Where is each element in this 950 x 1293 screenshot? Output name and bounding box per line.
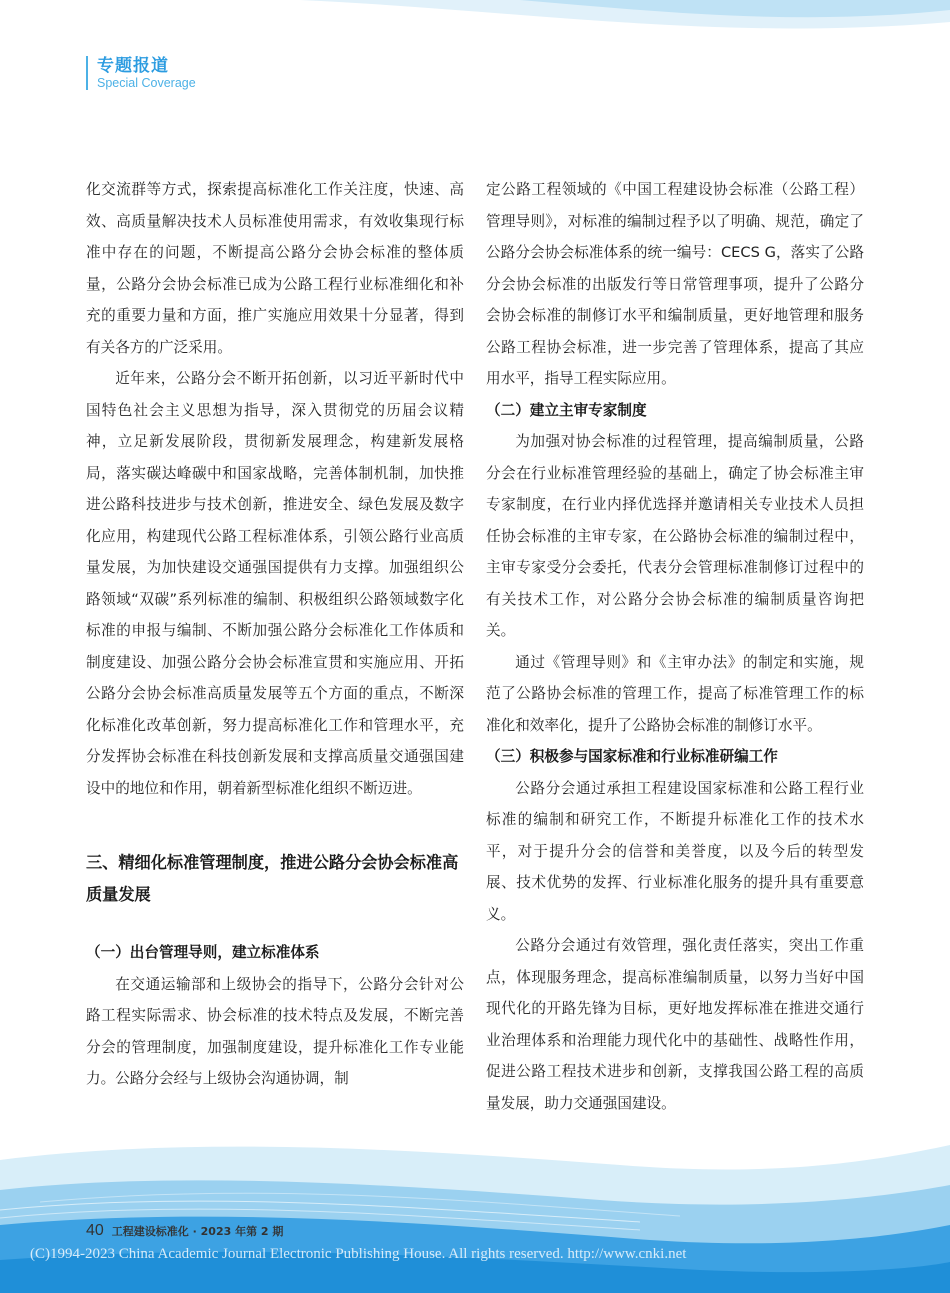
paragraph: 近年来，公路分会不断开拓创新，以习近平新时代中国特色社会主义思想为指导，深入贯彻党的历届会议精神，立足新发展阶段，贯彻新发展理念，构建新发展格局，落实碳达峰碳中和国家战略，完善体制机制，加快推进公路科技进步与技术创新，推进安全、绿色发展及数字化应用，构建现代公路工程标准体系，引领公路行业高质量发展，为加快建设交通强国提供有力支撑。加强组织公路领域“双碳”系列标准的编制、积极组织公路领域数字化标准的申报与编制、不断加强公路分会标准化工作体质和制度建设、加强公路分会协会标准宣贯和实施应用、开拓公路分会协会标准高质量发展等五个方面的重点，不断深化标准化改革创新，努力提高标准化工作和管理水平，充分发挥协会标准在科技创新发展和支撑高质量交通强国建设中的地位和作用，朝着新型标准化组织不断迈进。	[86, 370, 464, 797]
paragraph: 为加强对协会标准的过程管理，提高编制质量，公路分会在行业标准管理经验的基础上，确定了协会标准主审专家制度，在行业内择优选择并邀请相关专业技术人员担任协会标准的主审专家，在公路协会标准的编制过程中，主审专家受分会委托，代表分会管理标准制修订过程中的有关技术工作，对公路分会协会标准的编制质量咨询把关。	[486, 433, 864, 639]
paragraph: 在交通运输部和上级协会的指导下，公路分会针对公路工程实际需求、协会标准的技术特点及发展，不断完善分会的管理制度，加强制度建设，提升标准化工作专业能力。公路分会经与上级协会沟通协调，制	[86, 975, 464, 1087]
subsection-heading: （三）积极参与国家标准和行业标准研编工作	[486, 748, 778, 765]
section-heading: 三、精细化标准管理制度，推进公路分会协会标准高质量发展	[86, 853, 459, 904]
paragraph: 公路分会通过有效管理，强化责任落实，突出工作重点，体现服务理念，提高标准编制质量，以努力当好中国现代化的开路先锋为目标，更好地发挥标准在推进交通行业治理体系和治理能力现代化中的基础性、战略性作用，促进公路工程技术进步和创新，支撑我国公路工程的高质量发展，助力交通强国建设。	[486, 937, 864, 1112]
subsection-heading: （一）出台管理导则，建立标准体系	[86, 944, 320, 961]
section-label-cn: 专题报道	[97, 56, 169, 76]
footer	[86, 1222, 283, 1240]
journal-name: 工程建设标准化 · 2023 年第 2 期	[111, 1225, 284, 1238]
copyright-watermark: (C)1994-2023 China Academic Journal Electronic Publishing House. All rights reserved. http://www.cnki.net	[30, 1246, 687, 1262]
section-label	[86, 56, 196, 90]
right-column	[486, 174, 864, 1119]
paragraph: 通过《管理导则》和《主审办法》的制定和实施，规范了公路协会标准的管理工作，提高了标准管理工作的标准化和效率化，提升了公路协会标准的制修订水平。	[486, 653, 864, 734]
page-number: 40	[86, 1222, 104, 1239]
bottom-wave-decoration	[0, 1130, 950, 1293]
paragraph: 定公路工程领域的《中国工程建设协会标准（公路工程）管理导则》，对标准的编制过程予以了明确、规范，确定了公路分会协会标准体系的统一编号：CECS G，落实了公路分会协会标准的出版发行等日常管理事项，提升了公路分会协会标准的制修订水平和编制质量，更好地管理和服务公路工程协会标准，进一步完善了管理体系，提高了其应用水平，指导工程实际应用。	[486, 181, 864, 387]
left-column	[86, 174, 464, 1095]
section-label-en: Special Coverage	[97, 76, 196, 90]
subsection-heading: （二）建立主审专家制度	[486, 401, 647, 419]
paragraph: 化交流群等方式，探索提高标准化工作关注度，快速、高效、高质量解决技术人员标准使用需求，有效收集现行标准中存在的问题，不断提高公路分会协会标准的整体质量，公路分会协会标准已成为公路工程行业标准细化和补充的重要力量和方面，推广实施应用效果十分显著，得到有关各方的广泛采用。	[86, 181, 464, 356]
paragraph: 公路分会通过承担工程建设国家标准和公路工程行业标准的编制和研究工作，不断提升标准化工作的技术水平，对于提升分会的信誉和美誉度，以及今后的转型发展、技术优势的发挥、行业标准化服务的提升具有重要意义。	[486, 779, 864, 923]
